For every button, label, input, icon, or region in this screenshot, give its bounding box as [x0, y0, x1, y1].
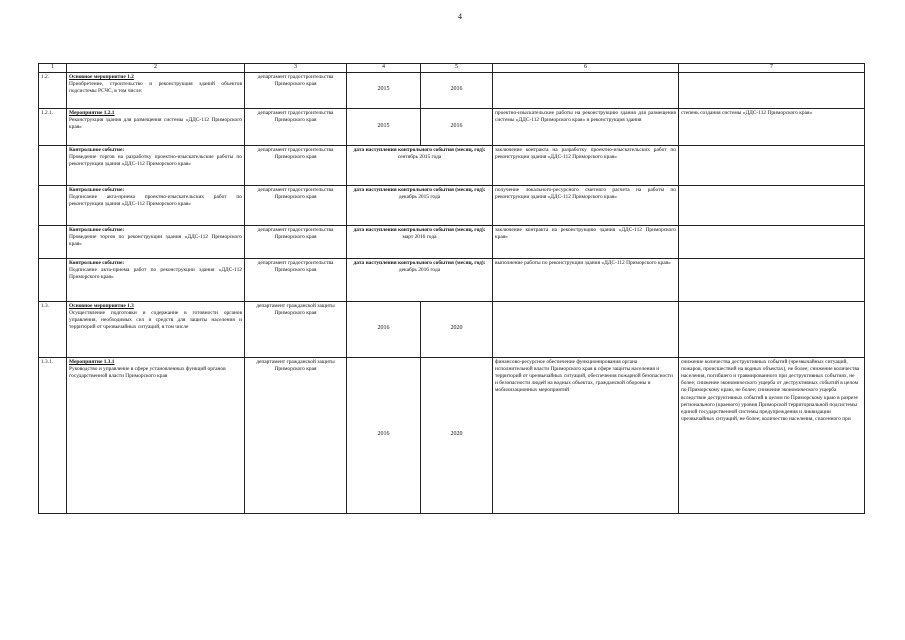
row-number	[39, 145, 67, 185]
expected-result: получение локального-ресурсного сметного расчета на работы по реконструкции здания «ДДС-112 Приморского края»	[493, 185, 679, 225]
indicator: степень создания системы «ДДС-112 Приморского края»	[679, 108, 865, 145]
control-date: март 2016 года	[402, 234, 437, 241]
responsible-dept: департамент градостроительства Приморского края	[245, 185, 347, 225]
responsible-dept: департамент гражданской защиты Приморского края	[245, 301, 347, 357]
indicator	[679, 301, 865, 357]
start-year: 2015	[347, 108, 421, 145]
activity-text: Подписание акта-приема проектно-изыскательских работ по реконструкции здания «ДДС-112 Приморского края»	[69, 194, 242, 208]
control-date-label: дата наступления контрольного события (месяц, год):	[353, 259, 486, 266]
row-number	[39, 258, 67, 301]
activity-text: Приобретение, строительство и реконструкция зданий объектов подсистемы РСЧС, в том числе:	[69, 81, 242, 95]
row-number: 1.2.	[39, 72, 67, 108]
control-date-label: дата наступления контрольного события (месяц, год):	[353, 146, 486, 153]
activity-cell	[67, 72, 245, 108]
control-event-title: Контрольное событие:	[69, 259, 125, 266]
responsible-dept: департамент градостроительства Приморского края	[245, 145, 347, 185]
page-number: 4	[458, 12, 462, 21]
activity-text: Проведение торгов по реконструкции здания «ДДС-112 Приморского края»	[69, 234, 242, 248]
row-number: 1.3.1.	[39, 357, 67, 513]
indicator	[679, 145, 865, 185]
activity-text: Осуществление подготовки и содержание в готовности органов управления, необходимых сил и средств для защиты населения и территорий от чрезвычайных ситуаций, в том числе	[69, 310, 242, 331]
control-date-cell	[347, 225, 493, 258]
control-date: декабрь 2016 года	[398, 267, 441, 274]
table-row	[39, 258, 865, 301]
start-year: 2016	[347, 357, 421, 513]
expected-result: выполнение работы по реконструкции здания «ДДС-112 Приморского края»	[493, 258, 679, 301]
table-row	[39, 301, 865, 357]
activity-title: Мероприятие 1.2.1	[69, 109, 115, 116]
activity-title: Мероприятие 1.3.1	[69, 358, 115, 365]
control-event-title: Контрольное событие:	[69, 146, 125, 153]
start-year: 2015	[347, 72, 421, 108]
activity-text: Руководство и управление в сфере установленных функций органов государственной власти Приморского края	[69, 366, 226, 380]
header-cell: 1	[39, 64, 67, 73]
row-number: 1.2.1.	[39, 108, 67, 145]
table-row	[39, 145, 865, 185]
activity-title: Основное мероприятие 1.2	[69, 73, 134, 80]
expected-result: финансово-ресурсное обеспечение функционирования органа исполнительной власти Приморского края в сфере защиты населения и территорий от чрезвычайных ситуаций, обеспечения пожарной безопасности и безопасности людей на водных объектах, гражданской обороны и мобилизационных мероприятий	[493, 357, 679, 513]
activity-cell	[67, 258, 245, 301]
activity-cell	[67, 108, 245, 145]
table-row	[39, 357, 865, 513]
control-date-label: дата наступления контрольного события (месяц, год):	[353, 186, 486, 193]
activity-title: Основное мероприятие 1.3	[69, 302, 134, 309]
expected-result: заключение контракта на реконструкцию здания «ДДС-112 Приморского края»	[493, 225, 679, 258]
indicator	[679, 258, 865, 301]
activity-cell	[67, 357, 245, 513]
responsible-dept: департамент градостроительства Приморского края	[245, 225, 347, 258]
expected-result: заключение контракта на разработку проектно-изыскательских работ по реконструкции здания «ДДС-112 Приморского края»	[493, 145, 679, 185]
control-date-cell	[347, 145, 493, 185]
control-date-cell	[347, 258, 493, 301]
indicator	[679, 72, 865, 108]
control-date: декабрь 2015 года	[398, 194, 441, 201]
program-table	[38, 63, 865, 514]
control-date-label: дата наступления контрольного события (месяц, год):	[353, 226, 486, 233]
row-number: 1.3.	[39, 301, 67, 357]
activity-cell	[67, 225, 245, 258]
responsible-dept: департамент градостроительства Приморского края	[245, 108, 347, 145]
row-number	[39, 225, 67, 258]
row-number	[39, 185, 67, 225]
table-row	[39, 225, 865, 258]
control-event-title: Контрольное событие:	[69, 226, 125, 233]
end-year: 2020	[421, 357, 493, 513]
control-date-cell	[347, 185, 493, 225]
control-event-title: Контрольное событие:	[69, 186, 125, 193]
table-row	[39, 108, 865, 145]
control-date: сентябрь 2015 года	[397, 154, 442, 161]
indicator	[679, 185, 865, 225]
end-year: 2016	[421, 108, 493, 145]
responsible-dept: департамент градостроительства Приморского края	[245, 258, 347, 301]
activity-text: Подписание акта-приема работ по реконструкции здания «ДДС-112 Приморского края»	[69, 267, 242, 281]
expected-result	[493, 301, 679, 357]
header-cell: 3	[245, 64, 347, 73]
header-cell: 2	[67, 64, 245, 73]
header-cell: 7	[679, 64, 865, 73]
activity-cell	[67, 185, 245, 225]
table-header-row	[39, 64, 865, 73]
header-cell: 4	[347, 64, 421, 73]
header-cell: 6	[493, 64, 679, 73]
end-year: 2016	[421, 72, 493, 108]
end-year: 2020	[421, 301, 493, 357]
indicator: снижение количества деструктивных событий (чрезвычайных ситуаций, пожаров, происшествий на водных объектах), не более; снижение количества населения, погибшего и травмированного при деструктивных событиях, не более; снижение экономического ущерба от деструктивных событий в целом по Приморскому краю, не более; снижение экономического ущерба вследствие деструктивных событий в целом по Приморскому краю в разрезе регионального (краевого) уровня Приморской территориальной подсистемы единой государственной системы предупреждения и ликвидации чрезвычайных ситуаций, не более; количество населения, спасенного при	[679, 357, 865, 513]
start-year: 2016	[347, 301, 421, 357]
header-cell: 5	[421, 64, 493, 73]
responsible-dept: департамент градостроительства Приморского края	[245, 72, 347, 108]
expected-result	[493, 72, 679, 108]
indicator	[679, 225, 865, 258]
activity-cell	[67, 301, 245, 357]
responsible-dept: департамент гражданской защиты Приморского края	[245, 357, 347, 513]
activity-text: Проведение торгов на разработку проектно-изыскательские работы по реконструкции здания «ДДС-112 Приморского края»	[69, 154, 242, 168]
table-row	[39, 72, 865, 108]
activity-cell	[67, 145, 245, 185]
table-row	[39, 185, 865, 225]
activity-text: Реконструкция здания для размещения системы «ДДС-112 Приморского края»	[69, 117, 242, 131]
expected-result: проектно-изыскательские работы на реконструкцию здания для размещения системы «ДДС-112 Приморского края» и реконструкция здания	[493, 108, 679, 145]
